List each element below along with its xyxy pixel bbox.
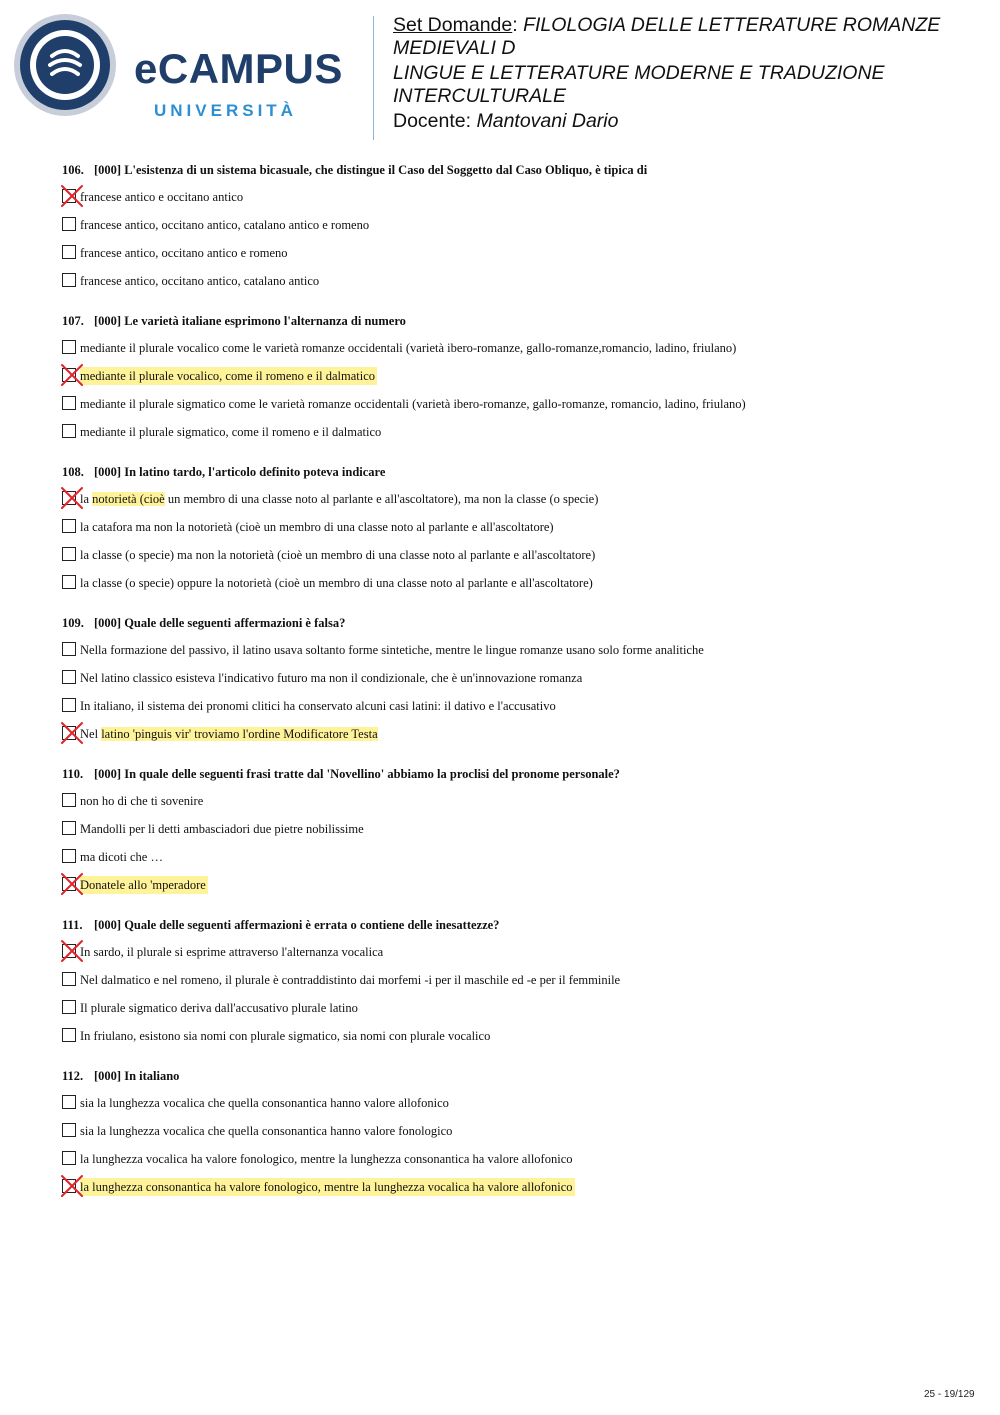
answer-option[interactable] xyxy=(62,843,982,871)
answer-checkbox[interactable] xyxy=(62,972,76,986)
answer-text: mediante il plurale vocalico, come il romeno e il dalmatico xyxy=(80,369,376,383)
answer-text: la classe (o specie) ma non la notorietà (cioè un membro di una classe noto al parlante e all'ascoltatore) xyxy=(80,548,596,562)
answer-text: francese antico, occitano antico, catalano antico e romeno xyxy=(80,218,370,232)
question-111 xyxy=(62,915,982,1050)
question-110 xyxy=(62,764,982,899)
set-label: Set Domande xyxy=(393,14,513,36)
answer-text: Nel latino 'pinguis vir' troviamo l'ordine Modificatore Testa xyxy=(80,727,378,741)
question-text: [000] Quale delle seguenti affermazioni è errata o contiene delle inesattezze? xyxy=(94,918,500,932)
answer-option[interactable] xyxy=(62,183,982,211)
answer-checkbox[interactable] xyxy=(62,575,76,589)
answer-option[interactable] xyxy=(62,720,982,748)
teacher-label: Docente: xyxy=(393,110,472,132)
answer-option[interactable] xyxy=(62,938,982,966)
answer-text: ma dicoti che … xyxy=(80,850,163,864)
answer-text: la catafora ma non la notorietà (cioè un membro di una classe noto al parlante e all'ascoltatore) xyxy=(80,520,554,534)
answer-option[interactable] xyxy=(62,211,982,239)
answer-checkbox[interactable] xyxy=(62,245,76,259)
question-title xyxy=(62,915,982,935)
question-106 xyxy=(62,160,982,295)
question-text: [000] Quale delle seguenti affermazioni è falsa? xyxy=(94,616,346,630)
answer-text: mediante il plurale vocalico come le varietà romanze occidentali (varietà ibero-romanze, gallo-romanze,romancio, ladino, friulano) xyxy=(80,341,737,355)
answer-text: francese antico e occitano antico xyxy=(80,190,244,204)
answer-option[interactable] xyxy=(62,569,982,597)
answer-text: sia la lunghezza vocalica che quella consonantica hanno valore allofonico xyxy=(80,1096,449,1110)
question-title xyxy=(62,462,982,482)
selected-cross-icon xyxy=(60,872,84,896)
question-number: 112. xyxy=(62,1069,84,1083)
answer-option[interactable] xyxy=(62,871,982,899)
answer-text: In friulano, esistono sia nomi con plurale sigmatico, sia nomi con plurale vocalico xyxy=(80,1029,491,1043)
question-text: [000] L'esistenza di un sistema bicasuale, che distingue il Caso del Soggetto dal Caso Obliquo, è tipica di xyxy=(94,163,648,177)
answer-option[interactable] xyxy=(62,966,982,994)
answer-option[interactable] xyxy=(62,1145,982,1173)
answer-option[interactable] xyxy=(62,513,982,541)
question-title xyxy=(62,311,982,331)
answer-text: la lunghezza vocalica ha valore fonologico, mentre la lunghezza consonantica ha valore allofonico xyxy=(80,1152,573,1166)
answer-checkbox[interactable] xyxy=(62,396,76,410)
answer-text: mediante il plurale sigmatico come le varietà romanze occidentali (varietà ibero-romanze, gallo-romanze, romancio, ladino, friulano) xyxy=(80,397,746,411)
answer-option[interactable] xyxy=(62,541,982,569)
answer-text: Nel dalmatico e nel romeno, il plurale è contraddistinto dai morfemi -i per il maschile ed -e per il femminile xyxy=(80,973,621,987)
answer-text: In sardo, il plurale si esprime attraverso l'alternanza vocalica xyxy=(80,945,384,959)
answer-option[interactable] xyxy=(62,664,982,692)
answer-checkbox[interactable] xyxy=(62,670,76,684)
answer-text: Nella formazione del passivo, il latino usava soltanto forme sintetiche, mentre le lingue romanze usano solo forme analitiche xyxy=(80,643,704,657)
question-number: 106. xyxy=(62,163,84,177)
question-109 xyxy=(62,613,982,748)
question-107 xyxy=(62,311,982,446)
answer-option[interactable] xyxy=(62,362,982,390)
logo-subtitle: UNIVERSITÀ xyxy=(154,101,297,120)
question-108 xyxy=(62,462,982,597)
question-text: [000] In italiano xyxy=(94,1069,180,1083)
question-text: [000] Le varietà italiane esprimono l'alternanza di numero xyxy=(94,314,406,328)
answer-option[interactable] xyxy=(62,787,982,815)
course-header: Set Domande: FILOLOGIA DELLE LETTERATURE ROMANZE MEDIEVALI D LINGUE E LETTERATURE MODERNE E TRADUZIONE INTERCULTURALE Docente: Mantovani Dario xyxy=(393,14,941,132)
logo-badge-icon xyxy=(14,14,116,116)
teacher-name: Mantovani Dario xyxy=(476,110,619,132)
answer-text: In italiano, il sistema dei pronomi clitici ha conservato alcuni casi latini: il dativo e l'accusativo xyxy=(80,699,556,713)
question-title xyxy=(62,1066,982,1086)
answer-option[interactable] xyxy=(62,636,982,664)
answer-option[interactable] xyxy=(62,994,982,1022)
answer-checkbox[interactable] xyxy=(62,1095,76,1109)
selected-cross-icon xyxy=(60,1174,84,1198)
answer-option[interactable] xyxy=(62,334,982,362)
question-title xyxy=(62,160,982,180)
answer-option[interactable] xyxy=(62,1022,982,1050)
answer-checkbox[interactable] xyxy=(62,698,76,712)
header-divider xyxy=(373,16,374,140)
question-number: 107. xyxy=(62,314,84,328)
selected-cross-icon xyxy=(60,486,84,510)
answer-text: francese antico, occitano antico e romeno xyxy=(80,246,288,260)
answer-option[interactable] xyxy=(62,390,982,418)
answer-text: Donatele allo 'mperadore xyxy=(80,878,206,892)
question-text: [000] In latino tardo, l'articolo definito poteva indicare xyxy=(94,465,386,479)
answer-option[interactable] xyxy=(62,1089,982,1117)
question-number: 109. xyxy=(62,616,84,630)
answer-text: la lunghezza consonantica ha valore fonologico, mentre la lunghezza vocalica ha valore allofonico xyxy=(80,1180,573,1194)
answer-checkbox[interactable] xyxy=(62,849,76,863)
question-number: 110. xyxy=(62,767,84,781)
answer-checkbox[interactable] xyxy=(62,1000,76,1014)
answer-text: francese antico, occitano antico, catalano antico xyxy=(80,274,320,288)
answer-checkbox[interactable] xyxy=(62,547,76,561)
answer-option[interactable] xyxy=(62,1173,982,1201)
answer-checkbox[interactable] xyxy=(62,1123,76,1137)
answer-text: la notorietà (cioè un membro di una classe noto al parlante e all'ascoltatore), ma non la classe (o specie) xyxy=(80,492,599,506)
question-number: 111. xyxy=(62,918,83,932)
answer-text: Il plurale sigmatico deriva dall'accusativo plurale latino xyxy=(80,1001,358,1015)
question-number: 108. xyxy=(62,465,84,479)
answer-text: non ho di che ti sovenire xyxy=(80,794,204,808)
answer-checkbox[interactable] xyxy=(62,1151,76,1165)
selected-cross-icon xyxy=(60,939,84,963)
answer-text: Mandolli per li detti ambasciadori due pietre nobilissime xyxy=(80,822,364,836)
logo-wordmark: eCAMPUS xyxy=(134,45,343,92)
course-title: FILOLOGIA DELLE LETTERATURE ROMANZE MEDIEVALI D xyxy=(393,14,941,59)
answer-text: mediante il plurale sigmatico, come il romeno e il dalmatico xyxy=(80,425,382,439)
answer-checkbox[interactable] xyxy=(62,340,76,354)
answer-checkbox[interactable] xyxy=(62,1028,76,1042)
ecampus-logo xyxy=(14,14,359,118)
selected-cross-icon xyxy=(60,363,84,387)
highlighted-text: notorietà (cioè xyxy=(92,492,165,506)
answer-checkbox[interactable] xyxy=(62,519,76,533)
answer-checkbox[interactable] xyxy=(62,821,76,835)
answer-option[interactable] xyxy=(62,418,982,446)
answer-option[interactable] xyxy=(62,1117,982,1145)
answer-checkbox[interactable] xyxy=(62,424,76,438)
answer-option[interactable] xyxy=(62,267,982,295)
selected-cross-icon xyxy=(60,721,84,745)
answer-checkbox[interactable] xyxy=(62,793,76,807)
question-title xyxy=(62,613,982,633)
answer-checkbox[interactable] xyxy=(62,273,76,287)
answer-checkbox[interactable] xyxy=(62,642,76,656)
question-112 xyxy=(62,1066,982,1201)
question-text: [000] In quale delle seguenti frasi tratte dal 'Novellino' abbiamo la proclisi del pronome personale? xyxy=(94,767,620,781)
answer-option[interactable] xyxy=(62,485,982,513)
selected-cross-icon xyxy=(60,184,84,208)
answer-text: Nel latino classico esisteva l'indicativo futuro ma non il condizionale, che è un'innovazione romanza xyxy=(80,671,583,685)
answer-text: sia la lunghezza vocalica che quella consonantica hanno valore fonologico xyxy=(80,1124,453,1138)
question-title xyxy=(62,764,982,784)
answer-checkbox[interactable] xyxy=(62,217,76,231)
course-program: LINGUE E LETTERATURE MODERNE E TRADUZIONE INTERCULTURALE xyxy=(393,62,885,107)
answer-option[interactable] xyxy=(62,815,982,843)
answer-text: la classe (o specie) oppure la notorietà (cioè un membro di una classe noto al parlante e all'ascoltatore) xyxy=(80,576,593,590)
answer-option[interactable] xyxy=(62,239,982,267)
highlighted-text: latino 'pinguis vir' troviamo l'ordine Modificatore Testa xyxy=(101,727,378,741)
answer-option[interactable] xyxy=(62,692,982,720)
page-number: 25 - 19/129 xyxy=(924,1389,975,1400)
